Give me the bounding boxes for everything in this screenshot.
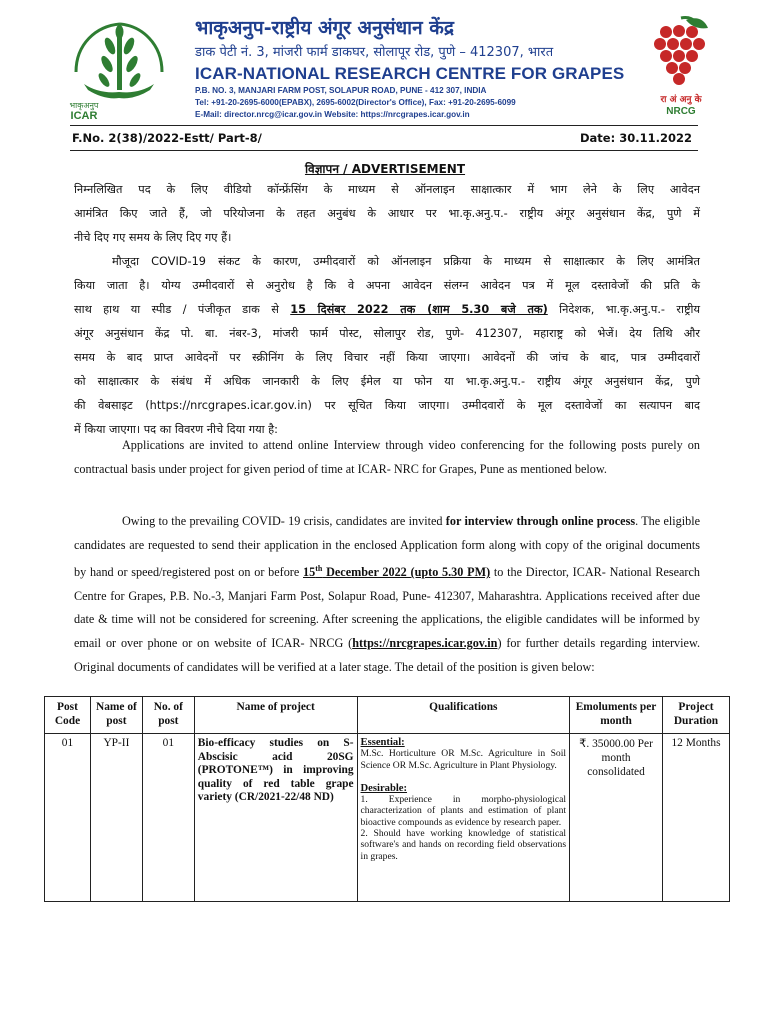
essential-label: Essential:	[360, 737, 405, 748]
english-para-text: to the Director, ICAR- National Research Centre for Grapes, P.B. No.-3, Manjari Farm Post, Solapur Road, Pune- 412307, Maharashtra. Applications received after due date & time will not be considered for screening. After screening the applications, the eligible candidates will be informed by email or over phone or on website of ICAR- NRCG (	[74, 565, 700, 651]
deadline-day: 15	[303, 565, 316, 580]
header-project-duration: Project Duration	[662, 697, 729, 734]
deadline-suffix: th	[315, 564, 323, 574]
hindi-line: में किया जाएगा। पद का विवरण नीचे दिया गया है:	[74, 423, 278, 436]
file-number: F.No. 2(38)/2022-Estt/ Part-8/	[72, 131, 262, 145]
header-name-of-post: Name of post	[90, 697, 142, 734]
english-para-text: ) for further details regarding interview. Original documents of candidates will be verified at a later stage. The detail of the position is given below:	[74, 636, 701, 674]
cell-emoluments: ₹. 35000.00 Per month consolidated	[570, 734, 663, 902]
header-name-of-project: Name of project	[194, 697, 357, 734]
email-website-line: E-Mail: director.nrcg@icar.gov.in Website: https://nrcgrapes.icar.gov.in	[195, 110, 470, 119]
english-para-text: Owing to the prevailing COVID- 19 crisis, candidates are invited	[122, 514, 446, 528]
grape-bunch-icon	[650, 14, 712, 86]
english-paragraph-1: Applications are invited to attend online Interview through video conferencing for the following posts purely on contractual basis under project for given period of time at ICAR- NRC for Grapes, Pune as mentioned below.	[74, 438, 700, 476]
hindi-line: आमंत्रित किए जाते हैं, जो परियोजना के तहत अनुबंध के आधार पर भा.कृ.अनु.प.- राष्ट्रीय अंगूर अनुसंधान केंद्र, पुणे में	[74, 207, 700, 220]
header-divider	[70, 125, 698, 126]
hindi-line: किया जाता है। योग्य उम्मीदवारों से अनुरोध है कि वे अपना आवेदन संलग्न आवेदन पत्र में मूल दस्तावेजों की प्रति के	[74, 279, 700, 292]
english-para-emphasis: for interview through online process	[445, 514, 636, 528]
website-link[interactable]: https://nrcgrapes.icar.gov.in	[352, 636, 498, 651]
cell-no-of-post: 01	[142, 734, 194, 902]
english-institute-title: ICAR-NATIONAL RESEARCH CENTRE FOR GRAPES	[195, 64, 625, 83]
header-emoluments: Emoluments per month	[570, 697, 663, 734]
desirable-label: Desirable:	[360, 782, 408, 794]
position-details-table	[44, 696, 730, 902]
table-row	[45, 734, 730, 902]
hindi-institute-title: भाकृअनुप-राष्ट्रीय अंगूर अनुसंधान केंद्र	[195, 17, 454, 39]
hindi-line: मौजूदा COVID-19 संकट के कारण, उम्मीदवारों को ऑनलाइन प्रक्रिया के माध्यम से साक्षात्कार के लिए आमंत्रित	[112, 255, 700, 268]
cell-qualifications	[357, 734, 570, 902]
essential-qualification: M.Sc. Horticulture OR M.Sc. Agriculture in Soil Science OR M.Sc. Agriculture in Plant Physiology.	[360, 748, 567, 771]
icar-logo	[64, 14, 174, 124]
hindi-line-prefix: साथ हाथ या स्पीड / पंजीकृत डाक से	[74, 303, 291, 316]
desirable-qualification-1: 1. Experience in morpho-physiological characterization of plants and estimation of plant bioactive compounds as evidence by research paper.	[360, 794, 567, 828]
hindi-line: निम्नलिखित पद के लिए वीडियो कॉन्फ्रेंसिंग के माध्यम से ऑनलाइन साक्षात्कार में भाग लेने के लिए आवेदन	[74, 183, 700, 196]
desirable-qualification-2: 2. Should have working knowledge of statistical software's and hands on recording field observations in grapes.	[360, 828, 567, 862]
english-deadline	[303, 565, 490, 579]
hindi-deadline: 15 दिसंबर 2022 तक (शाम 5.30 बजे तक)	[290, 303, 548, 316]
english-paragraph-2	[74, 510, 700, 679]
hindi-address: डाक पेटी नं. 3, मांजरी फार्म डाकघर, सोलापूर रोड, पुणे – 412307, भारत	[195, 45, 554, 60]
hindi-line: अंगूर अनुसंधान केंद्र पो. बा. नंबर-3, मांजरी फार्म पोस्ट, सोलापुर रोड, पुणे- 412307, महाराष्ट्र को भेजें। देय तिथि और	[74, 327, 700, 340]
hindi-line: समय के बाद प्राप्त आवेदनों पर स्क्रीनिंग के लिए विचार नहीं किया जाएगा। आवेदनों की जांच के बाद, पात्र उम्मीदवारों	[74, 351, 700, 364]
table-header-row	[45, 697, 730, 734]
deadline-rest: December 2022 (upto 5.30 PM)	[322, 565, 491, 580]
hindi-line: की वेबसाइट (https://nrcgrapes.icar.gov.in) पर सूचित किया जाएगा। उम्मीदवारों के मूल दस्तावेजों का सत्यापन बाद	[74, 399, 700, 412]
telephone-line: Tel: +91-20-2695-6000(EPABX), 2695-6002(Director's Office), Fax: +91-20-2695-6099	[195, 98, 516, 107]
advertisement-date: Date: 30.11.2022	[580, 131, 692, 145]
hindi-line: नीचे दिए गए समय के लिए दिए गए हैं।	[74, 231, 232, 244]
nrcg-logo-text: NRCG	[666, 106, 696, 117]
nrcg-logo-hindi: रा अं अनु के	[660, 95, 702, 105]
hindi-line: को साक्षात्कार के संबंध में अधिक जानकारी के लिए ईमेल या फोन या भा.कृ.अनु.प.- राष्ट्रीय अंगूर अनुसंधान केंद्र, पुणे	[74, 375, 700, 388]
header-post-code: Post Code	[45, 697, 91, 734]
hindi-deadline-line	[74, 298, 700, 321]
postal-address: P.B. NO. 3, MANJARI FARM POST, SOLAPUR ROAD, PUNE - 412 307, INDIA	[195, 86, 487, 95]
reference-divider	[70, 150, 698, 151]
cell-duration: 12 Months	[662, 734, 729, 902]
icar-logo-text: ICAR	[70, 110, 98, 122]
header-qualifications: Qualifications	[357, 697, 570, 734]
hindi-line-suffix: निदेशक, भा.कृ.अनु.प.- राष्ट्रीय	[547, 303, 701, 316]
cell-name-of-post: YP-II	[90, 734, 142, 902]
cell-post-code: 01	[45, 734, 91, 902]
cell-project-name: Bio-efficacy studies on S-Abscisic acid 20SG (PROTONE™) in improving quality of red table grape variety (CR/2021-22/48 ND)	[194, 734, 357, 902]
header-no-of-post: No. of post	[142, 697, 194, 734]
icar-logo-hindi: भाकृअनुप	[69, 101, 99, 110]
advertisement-heading: विज्ञापन / ADVERTISEMENT	[304, 162, 466, 176]
english-para-text: . The eligible candidates are requested to send their application in the enclosed Application form along with copy of the original documents by hand or speed/registered post on or before	[74, 514, 700, 580]
nrcg-logo	[650, 14, 712, 118]
